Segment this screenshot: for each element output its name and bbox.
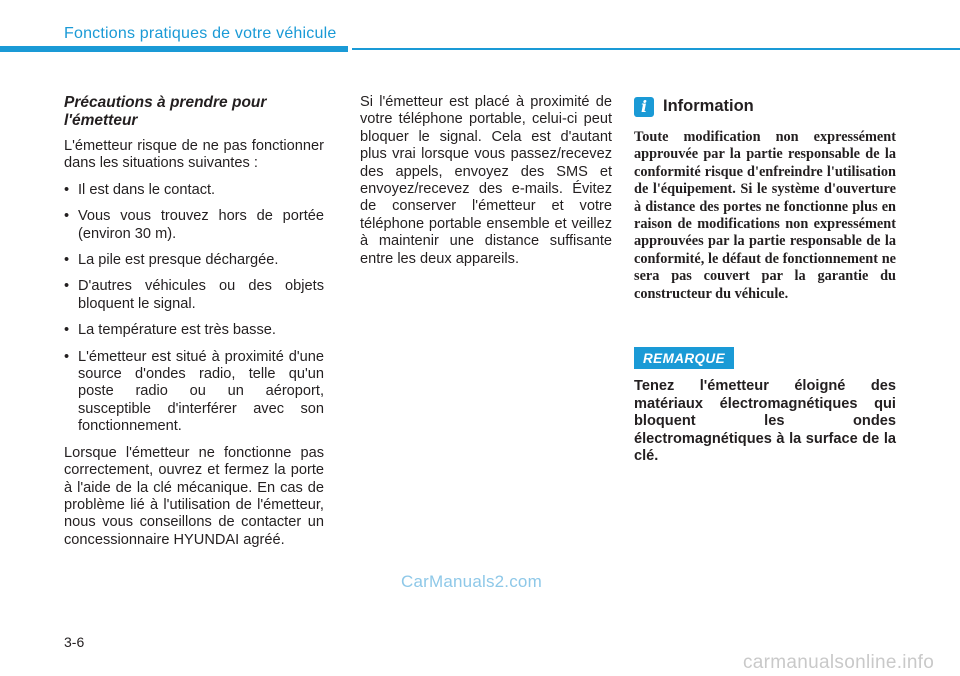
middle-column [360, 94, 612, 277]
section-header-title: Fonctions pratiques de votre véhicule [64, 25, 337, 42]
bullet-icon: • [64, 208, 70, 225]
list-item: • La température est très basse. [64, 322, 276, 339]
section-heading-line1: Précautions à prendre pour [64, 94, 267, 111]
remarque-badge: REMARQUE [634, 347, 734, 369]
remarque-text: Tenez l'émetteur éloigné des matériaux électromagnétiques qui bloquent les ondes électromagnétiques à la surface de la clé. [634, 378, 896, 465]
list-item: • Il est dans le contact. [64, 181, 216, 198]
info-body: Toute modification non expressément approuvée par la partie responsable de la conformité risque d'enfreindre l'utilisation de l'équipement. Si le système d'ouverture à distance des portes ne fonctionne plus en raison de modifications non expressément approuvées par la partie responsable de la conformité, le défaut de fonctionnement ne sera pas couvert par la garantie du constructeur du véhicule. [634, 129, 896, 302]
left-column [64, 94, 324, 558]
list-item: • L'émetteur est situé à proximité d'une source d'ondes radio, telle qu'un poste radio ou un aéroport, susceptible d'interférer avec son fonctionnement. [64, 348, 324, 435]
section-heading-line2: l'émetteur [64, 112, 138, 129]
bullet-icon: • [64, 278, 70, 295]
info-box [634, 97, 896, 303]
page-number: 3-6 [64, 634, 85, 650]
conditions-list [64, 182, 324, 436]
footer-site-watermark: carmanualsonline.info [743, 652, 935, 673]
bullet-icon: • [64, 252, 70, 269]
list-item: • La pile est presque déchargée. [64, 252, 279, 269]
bullet-icon: • [64, 348, 70, 365]
phone-interference-paragraph: Si l'émetteur est placé à proximité de votre téléphone portable, celui-ci peut bloquer le signal. Cela est d'autant plus vrai lorsque vous passez/recevez des appels, envoyez des SMS et envoyez/recevez des e-mails. Évitez de conserver l'émetteur et votre téléphone portable ensemble et veillez à maintenir une distance suffisante entre les deux appareils. [360, 94, 612, 267]
watermark-text: CarManuals2.com [401, 572, 542, 591]
list-item: • Vous vous trouvez hors de portée (environ 30 m). [64, 208, 324, 242]
list-item: • D'autres véhicules ou des objets bloquent le signal. [64, 278, 324, 312]
bullet-icon: • [64, 322, 70, 339]
section-heading [64, 94, 324, 130]
info-title: Information [663, 97, 754, 116]
intro-paragraph: L'émetteur risque de ne pas fonctionner dans les situations suivantes : [64, 138, 324, 172]
bullet-icon: • [64, 181, 70, 198]
info-icon: i [634, 97, 654, 117]
header-rule [352, 48, 960, 50]
closing-paragraph: Lorsque l'émetteur ne fonctionne pas correctement, ouvrez et fermez la porte à l'aide de la clé mécanique. En cas de problème lié à l'utilisation de l'émetteur, nous vous conseillons de contacter un concessionnaire HYUNDAI agréé. [64, 444, 324, 548]
header-accent-bar [0, 46, 348, 52]
info-header [634, 97, 896, 117]
